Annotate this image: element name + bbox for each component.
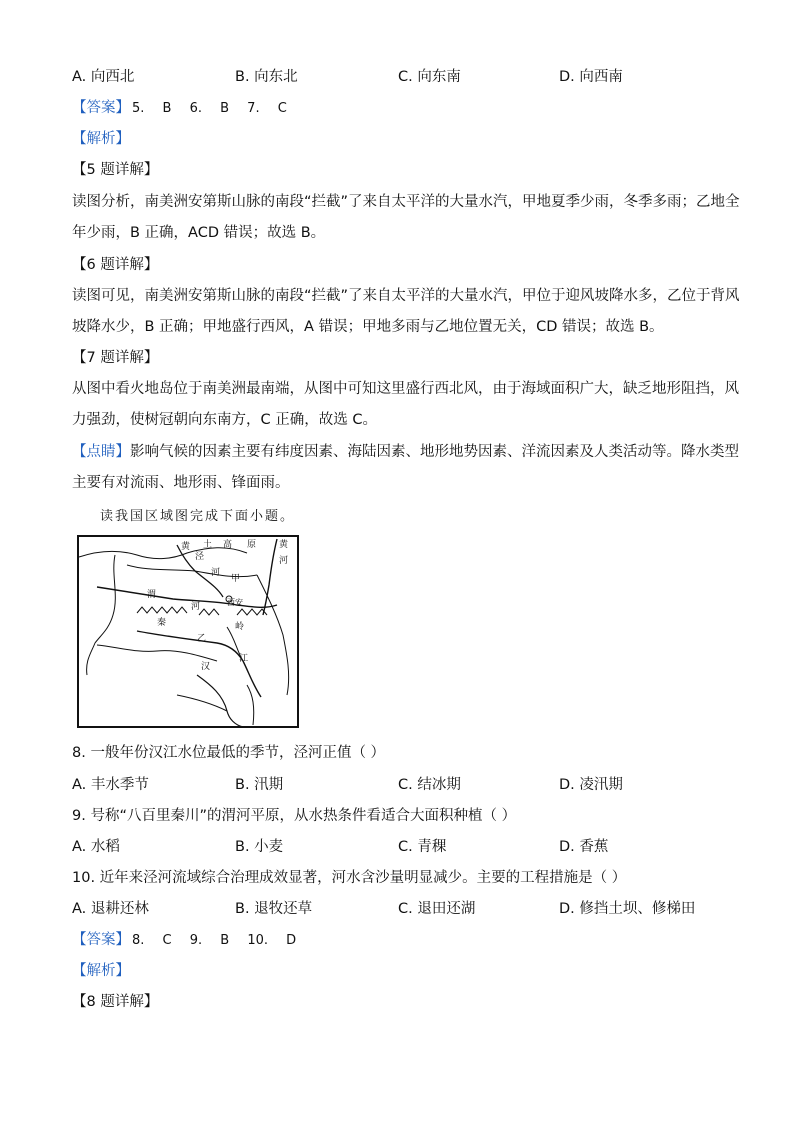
- q8-option-a[interactable]: A. 丰水季节: [72, 777, 149, 793]
- detail-7-title: 【7 题详解】: [72, 350, 159, 366]
- q10-option-b[interactable]: B. 退牧还草: [235, 901, 313, 917]
- q9-option-c[interactable]: C. 青稞: [398, 839, 447, 855]
- q10-option-a[interactable]: A. 退耕还林: [72, 901, 149, 917]
- map-caption: 读我国区域图完成下面小题。: [100, 509, 296, 524]
- label-wei: 渭: [147, 590, 157, 600]
- detail-6-line-1: 读图可见，南美洲安第斯山脉的南段“拦截”了来自太平洋的大量水汽，甲位于迎风坡降水多，乙位于背风: [72, 288, 740, 304]
- q4-option-b: B. 向东北: [235, 69, 298, 85]
- analysis-tag-2: 【解析】: [72, 963, 130, 979]
- detail-5-title: 【5 题详解】: [72, 162, 159, 178]
- q9-option-d[interactable]: D. 香蕉: [559, 839, 609, 855]
- dianjing-line-2: 主要有对流雨、地形雨、锋面雨。: [72, 475, 290, 491]
- label-qin: 秦: [157, 618, 167, 628]
- answer-text-2: 8. C 9. B 10. D: [132, 933, 297, 948]
- answer-line-2: [72, 930, 296, 951]
- q4-option-c: C. 向东南: [398, 69, 461, 85]
- map-frame: [78, 536, 298, 727]
- q4-option-d: D. 向西南: [559, 69, 623, 85]
- label-han: 汉: [201, 662, 211, 672]
- label-yi: 乙: [197, 634, 207, 644]
- label-tu: 土: [203, 540, 213, 550]
- detail-8-title: 【8 题详解】: [72, 994, 159, 1010]
- q4-option-a: A. 向西北: [72, 69, 135, 85]
- detail-5-line-1: 读图分析，南美洲安第斯山脉的南段“拦截”了来自太平洋的大量水汽，甲地夏季少雨，冬季多雨；乙地全: [72, 194, 740, 210]
- question-9: 9. 号称“八百里秦川”的渭河平原，从水热条件看适合大面积种植（ ）: [72, 808, 517, 824]
- label-jing-he: 河: [211, 568, 221, 578]
- q8-option-d[interactable]: D. 凌汛期: [559, 777, 623, 793]
- label-yuan: 原: [247, 540, 257, 550]
- q10-option-c[interactable]: C. 退田还湖: [398, 901, 476, 917]
- q9-option-b[interactable]: B. 小麦: [235, 839, 284, 855]
- detail-7-line-1: 从图中看火地岛位于南美洲最南端，从图中可知这里盛行西北风，由于海域面积广大，缺乏地形阻挡，风: [72, 381, 739, 397]
- q8-option-b[interactable]: B. 汛期: [235, 777, 284, 793]
- q8-option-c[interactable]: C. 结冰期: [398, 777, 461, 793]
- answer-tag: 【答案】: [72, 100, 130, 116]
- analysis-tag-1: 【解析】: [72, 131, 130, 147]
- label-ling: 岭: [235, 622, 245, 632]
- label-jiang: 江: [239, 654, 249, 664]
- q10-option-d[interactable]: D. 修挡土坝、修梯田: [559, 901, 696, 917]
- label-huang: 黄: [181, 542, 191, 552]
- label-gao: 高: [223, 540, 233, 550]
- detail-6-line-2: 坡降水少，B 正确；甲地盛行西风，A 错误；甲地多雨与乙地位置无关，CD 错误；故选 B。: [72, 319, 664, 335]
- label-jing: 泾: [195, 552, 205, 562]
- detail-6-title: 【6 题详解】: [72, 257, 159, 273]
- label-xian: 西安: [227, 598, 243, 607]
- dianjing-line-1: [72, 442, 739, 462]
- question-10: 10. 近年来泾河流域综合治理成效显著，河水含沙量明显减少。主要的工程措施是（ ）: [72, 870, 627, 886]
- label-jia: 甲: [231, 574, 241, 584]
- label-wei-he: 河: [191, 602, 201, 612]
- detail-7-line-2: 力强劲，使树冠朝向东南方，C 正确，故选 C。: [72, 412, 377, 428]
- answer-text: 5. B 6. B 7. C: [132, 101, 287, 116]
- answer-tag-2: 【答案】: [72, 932, 130, 948]
- label-huanghe-1: 黄: [279, 540, 289, 550]
- q9-option-a[interactable]: A. 水稻: [72, 839, 120, 855]
- dianjing-tag: 【点睛】: [72, 444, 130, 460]
- dianjing-text: 影响气候的因素主要有纬度因素、海陆因素、地形地势因素、洋流因素及人类活动等。降水类型: [130, 444, 739, 460]
- region-map: [77, 535, 299, 728]
- question-8: 8. 一般年份汉江水位最低的季节，泾河正值（ ）: [72, 745, 386, 761]
- label-huanghe-2: 河: [279, 556, 289, 566]
- detail-5-line-2: 年少雨，B 正确，ACD 错误；故选 B。: [72, 225, 326, 241]
- answer-line-1: [72, 98, 287, 119]
